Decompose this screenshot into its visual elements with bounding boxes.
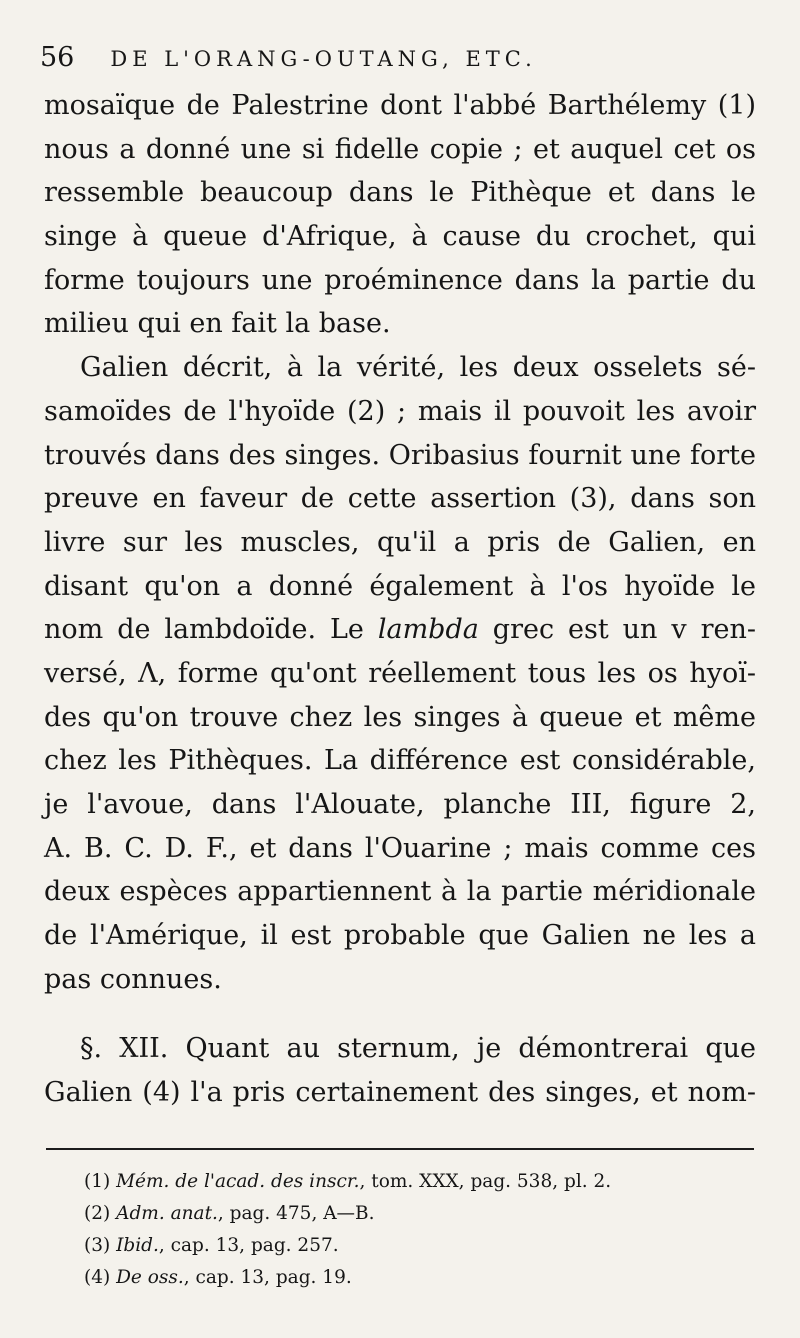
text-line: Galien (4) l'a pris certainement des singes, et nom- [44, 1077, 756, 1109]
text-segment: nom de lambdoïde. Le [44, 614, 378, 646]
paragraph-2 [44, 346, 756, 1001]
text-line: §. XII. Quant au sternum, je démontrerai que [80, 1033, 756, 1065]
text-line: A. B. C. D. F., et dans l'Ouarine ; mais comme ces [44, 832, 756, 864]
footnotes [84, 1166, 744, 1294]
paragraph-1 [44, 84, 756, 346]
text-line: livre sur les muscles, qu'il a pris de Galien, en [44, 526, 756, 558]
footnote-detail: , tom. XXX, pag. 538, pl. 2. [359, 1171, 612, 1192]
footnote-source: De oss. [116, 1267, 184, 1288]
footnote-3 [84, 1230, 744, 1262]
text-line: deux espèces appartiennent à la partie méridionale [44, 876, 756, 908]
text-line: Galien décrit, à la vérité, les deux osselets sé- [80, 352, 756, 384]
footnote-mark: (1) [84, 1171, 117, 1192]
text-segment: grec est un v ren- [478, 614, 756, 646]
section-gap [44, 1001, 756, 1027]
footnote-2 [84, 1198, 744, 1230]
text-line: disant qu'on a donné également à l'os hyoïde le [44, 570, 756, 602]
text-line: preuve en faveur de cette assertion (3), dans son [44, 483, 756, 515]
body-text [44, 84, 756, 1115]
text-line: nous a donné une si fidelle copie ; et auquel cet os [44, 133, 756, 165]
text-line: mosaïque de Palestrine dont l'abbé Barthélemy (1) [44, 90, 756, 121]
paragraph-3 [44, 1027, 756, 1114]
footnote-detail: , pag. 475, A—B. [217, 1203, 375, 1224]
footnote-rule [46, 1148, 754, 1150]
text-line: pas connues. [44, 963, 222, 995]
footnote-detail: , cap. 13, pag. 257. [158, 1235, 339, 1256]
text-line: trouvés dans des singes. Oribasius fournit une forte [44, 439, 756, 471]
text-line: des qu'on trouve chez les singes à queue et même [44, 701, 756, 733]
text-line: versé, Λ, forme qu'ont réellement tous les os hyoï- [44, 657, 756, 689]
text-line: forme toujours une proéminence dans la partie du [44, 264, 756, 296]
page-header [40, 42, 760, 73]
footnote-source: Ibid. [116, 1235, 159, 1256]
footnote-mark: (2) [84, 1203, 117, 1224]
text-line: milieu qui en fait la base. [44, 308, 391, 340]
page-number: 56 [40, 42, 75, 73]
footnote-source: Adm. anat. [116, 1203, 218, 1224]
footnote-4 [84, 1262, 744, 1294]
text-line [44, 608, 756, 652]
running-title: DE L'ORANG-OUTANG, ETC. [110, 47, 537, 71]
footnote-mark: (4) [84, 1267, 117, 1288]
footnote-detail: , cap. 13, pag. 19. [183, 1267, 352, 1288]
footnote-1 [84, 1166, 744, 1198]
text-line: chez les Pithèques. La différence est considérable, [44, 745, 756, 777]
text-line: singe à queue d'Afrique, à cause du crochet, qui [44, 221, 756, 253]
italic-term: lambda [377, 614, 479, 646]
footnote-source: Mém. de l'acad. des inscr. [116, 1171, 360, 1192]
text-line: je l'avoue, dans l'Alouate, planche III, figure 2, [44, 789, 756, 820]
text-line: ressemble beaucoup dans le Pithèque et dans le [44, 177, 756, 209]
text-line: de l'Amérique, il est probable que Galien ne les a [44, 920, 756, 952]
text-line: samoïdes de l'hyoïde (2) ; mais il pouvoit les avoir [44, 395, 756, 427]
footnote-mark: (3) [84, 1235, 117, 1256]
